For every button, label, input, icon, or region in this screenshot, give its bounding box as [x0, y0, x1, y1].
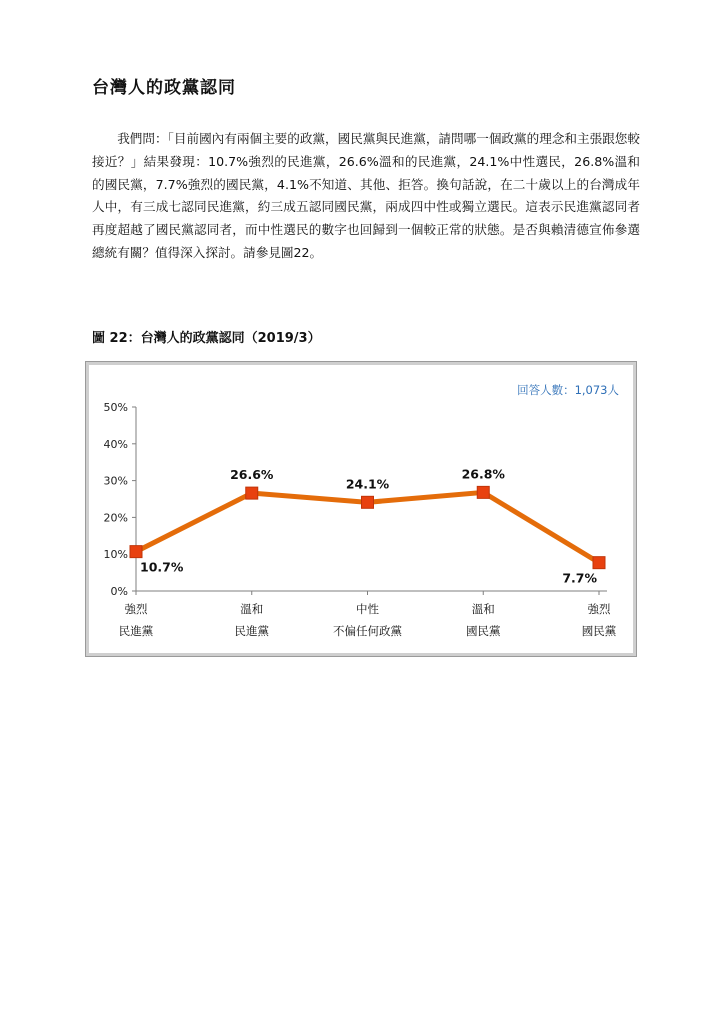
x-category-label: 民進黨: [118, 624, 154, 638]
x-category-label: 強烈: [587, 602, 611, 616]
data-label: 26.8%: [461, 466, 505, 482]
respondent-count-annotation: 回答人數：1,073人: [517, 383, 619, 397]
data-point-marker: [593, 557, 605, 569]
x-category-label: 民進黨: [234, 624, 269, 638]
x-category-label: 溫和: [471, 602, 495, 616]
y-tick-label: 0%: [110, 585, 128, 598]
x-category-label: 中性: [356, 602, 379, 616]
x-category-label: 不偏任何政黨: [333, 624, 402, 638]
x-category-label: 溫和: [240, 602, 264, 616]
data-label: 24.1%: [345, 476, 390, 492]
y-tick-label: 10%: [103, 548, 128, 562]
y-tick-label: 30%: [103, 474, 128, 488]
x-category-label: 國民黨: [466, 624, 501, 638]
data-point-marker: [246, 487, 258, 499]
data-point-marker: [130, 546, 142, 558]
chart-frame: [86, 362, 636, 656]
data-point-marker: [362, 496, 374, 508]
x-category-label: 強烈: [124, 602, 148, 616]
line-chart: [89, 365, 633, 653]
figure-caption: 圖 22：台灣人的政黨認同（2019/3）: [92, 331, 321, 346]
body-paragraph: 我們問：「目前國內有兩個主要的政黨，國民黨與民進黨，請問哪一個政黨的理念和主張跟您較接近？」結果發現：10.7%強烈的民進黨，26.6%溫和的民進黨，24.1%中性選民，26.8%溫和的國民黨，7.7%強烈的國民黨，4.1%不知道、其他、拒答。換句話說，在二十歲以上的台灣成年人中，有三成七認同民進黨，約三成五認同國民黨，兩成四中性或獨立選民。這表示民進黨認同者再度超越了國民黨認同者，而中性選民的數字也回歸到一個較正常的狀態。是否與賴清德宣佈參選總統有關？值得深入探討。請參見圖22。: [92, 131, 640, 260]
y-tick-label: 20%: [103, 511, 128, 525]
page-title: 台灣人的政黨認同: [92, 78, 236, 98]
x-category-label: 國民黨: [581, 624, 617, 638]
data-label: 26.6%: [230, 467, 274, 483]
y-tick-label: 50%: [103, 401, 128, 414]
y-tick-label: 40%: [103, 437, 128, 451]
data-point-marker: [477, 486, 489, 498]
data-label: 7.7%: [562, 570, 597, 586]
data-label: 10.7%: [140, 559, 184, 575]
